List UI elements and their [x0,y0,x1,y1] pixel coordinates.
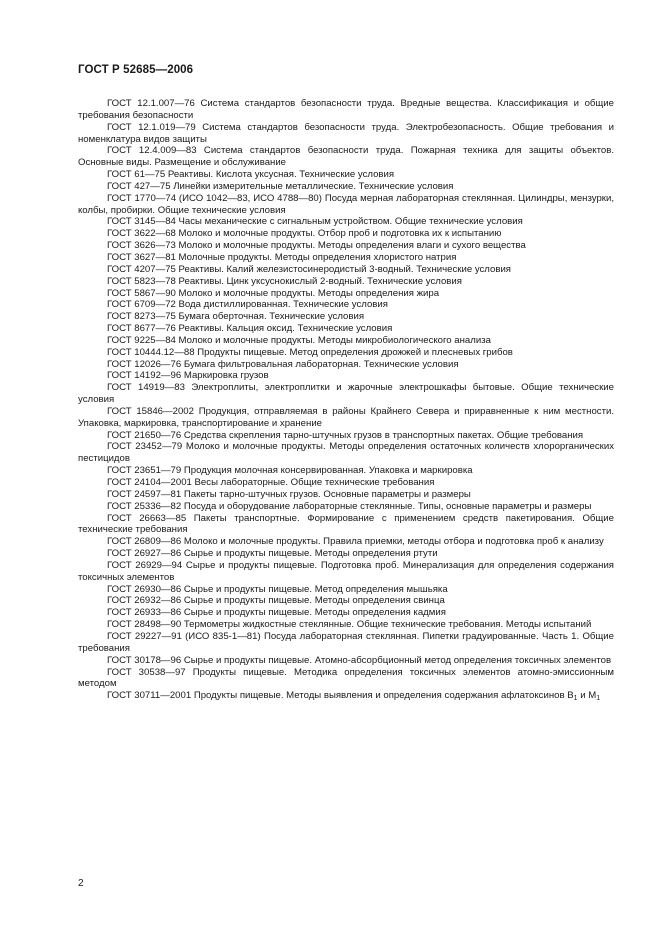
reference-item: ГОСТ 6709—72 Вода дистиллированная. Технические условия [107,299,388,311]
reference-item-last [78,690,614,702]
reference-item: ГОСТ 3622—68 Молоко и молочные продукты. Отбор проб и подготовка их к испытанию [107,228,502,240]
reference-item: ГОСТ 3627—81 Молочные продукты. Методы определения хлористого натрия [107,251,457,263]
reference-item: ГОСТ 26933—86 Сырье и продукты пищевые. Методы определения кадмия [107,607,446,619]
reference-item: ГОСТ 15846—2002 Продукция, отправляемая в районы Крайнего Севера и приравненные к ним местности. Упаковка, маркировка, транспортирование и хранение [78,405,614,429]
reference-item: ГОСТ 3145—84 Часы механические с сигнальным устройством. Общие технические условия [107,216,523,228]
page-number: 2 [78,878,84,889]
reference-item: ГОСТ 26927—86 Сырье и продукты пищевые. Методы определения ртути [107,548,438,560]
reference-text: ГОСТ 30711—2001 Продукты пищевые. Методы выявления и определения содержания афлатоксинов В [107,690,574,702]
reference-item: ГОСТ 30538—97 Продукты пищевые. Методика определения токсичных элементов атомно-эмиссионным методом [78,666,614,690]
reference-item: ГОСТ 24597—81 Пакеты тарно-штучных грузов. Основные параметры и размеры [107,488,471,500]
reference-item: ГОСТ 30178—96 Сырье и продукты пищевые. Атомно-абсорбционный метод определения токсичных элементов [107,654,612,666]
reference-item: ГОСТ 23452—79 Молоко и молочные продукты. Методы определения остаточных количеств хлорорганических пестицидов [78,441,614,465]
reference-item: ГОСТ 29227—91 (ИСО 835-1—81) Посуда лабораторная стеклянная. Пипетки градуированные. Часть 1. Общие требования [78,630,614,654]
reference-item: ГОСТ 427—75 Линейки измерительные металлические. Технические условия [107,180,454,192]
reference-item: ГОСТ 14192—96 Маркировка грузов [107,370,269,382]
reference-item: ГОСТ 26809—86 Молоко и молочные продукты. Правила приемки, методы отбора и подготовка проб к анализу [107,536,604,548]
reference-item: ГОСТ 5823—78 Реактивы. Цинк уксуснокислый 2-водный. Технические условия [107,275,462,287]
reference-item: ГОСТ 21650—76 Средства скрепления тарно-штучных грузов в транспортных пакетах. Общие требования [107,429,584,441]
reference-item: ГОСТ 5867—90 Молоко и молочные продукты. Методы определения жира [107,287,440,299]
subscript: 1 [573,695,578,703]
subscript: 1 [596,695,601,703]
reference-item: ГОСТ 9225—84 Молоко и молочные продукты. Методы микробиологического анализа [107,334,491,346]
reference-item: ГОСТ 8273—75 Бумага оберточная. Технические условия [107,311,365,323]
reference-item: ГОСТ 26932—86 Сырье и продукты пищевые. Методы определения свинца [107,595,445,607]
reference-item: ГОСТ 14919—83 Электроплиты, электроплитки и жарочные электрошкафы бытовые. Общие технические условия [78,382,614,406]
reference-item: ГОСТ 3626—73 Молоко и молочные продукты. Методы определения влаги и сухого вещества [107,240,526,252]
reference-text: и М [577,690,597,702]
reference-item: ГОСТ 12.1.007—76 Система стандартов безопасности труда. Вредные вещества. Классификация и общие требования безопасности [78,98,614,121]
reference-item: ГОСТ 26929—94 Сырье и продукты пищевые. Подготовка проб. Минерализация для определения содержания токсичных элементов [78,559,614,583]
reference-item: ГОСТ 24104—2001 Весы лабораторные. Общие технические требования [107,477,435,488]
reference-item: ГОСТ 26930—86 Сырье и продукты пищевые. Метод определения мышьяка [107,583,448,595]
reference-item: ГОСТ 1770—74 (ИСО 1042—83, ИСО 4788—80) Посуда мерная лабораторная стеклянная. Цилиндры, мензурки, колбы, пробирки. Общие технические условия [78,192,614,216]
reference-item: ГОСТ 10444.12—88 Продукты пищевые. Метод определения дрожжей и плесневых грибов [107,346,513,358]
normative-references [78,98,614,702]
reference-item: ГОСТ 26663—85 Пакеты транспортные. Формирование с применением средств пакетирования. Общие технические требования [78,512,614,536]
reference-item: ГОСТ 28498—90 Термометры жидкостные стеклянные. Общие технические требования. Методы испытаний [107,619,592,631]
reference-item: ГОСТ 12.1.019—79 Система стандартов безопасности труда. Электробезопасность. Общие требования и номенклатура видов защиты [78,121,614,145]
reference-item: ГОСТ 25336—82 Посуда и оборудование лабораторные стеклянные. Типы, основные параметры и размеры [107,500,592,512]
reference-item: ГОСТ 61—75 Реактивы. Кислота уксусная. Технические условия [107,169,395,181]
page-header: ГОСТ Р 52685—2006 [78,64,194,76]
reference-item: ГОСТ 4207—75 Реактивы. Калий железистосинеродистый 3-водный. Технические условия [107,263,512,275]
reference-item: ГОСТ 12.4.009—83 Система стандартов безопасности труда. Пожарная техника для защиты объектов. Основные виды. Размещение и обслуживание [78,145,614,169]
reference-item: ГОСТ 12026—76 Бумага фильтровальная лабораторная. Технические условия [107,358,459,370]
reference-item: ГОСТ 23651—79 Продукция молочная консервированная. Упаковка и маркировка [107,465,473,477]
reference-item: ГОСТ 8677—76 Реактивы. Кальция оксид. Технические условия [107,323,393,335]
